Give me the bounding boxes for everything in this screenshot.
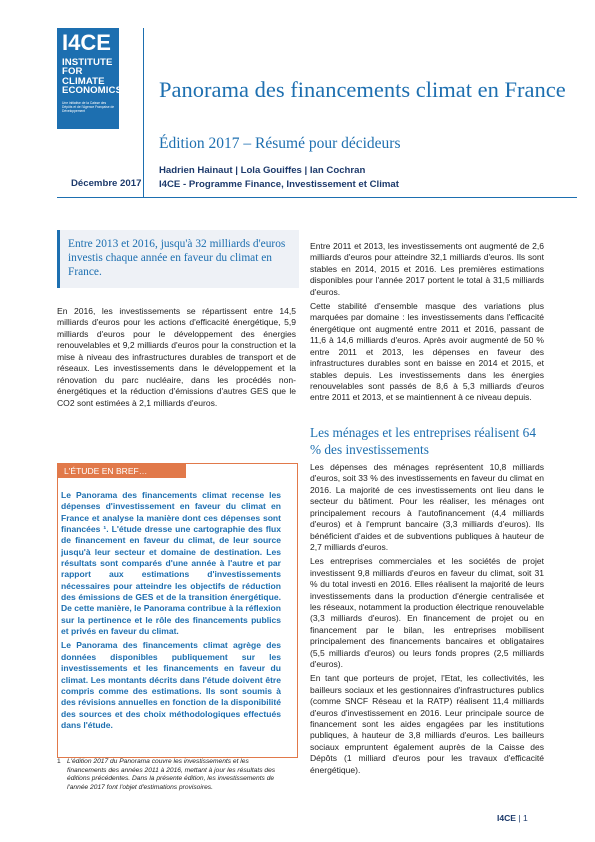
key-figure-callout xyxy=(57,230,299,288)
organization: I4CE - Programme Finance, Investissement et Climat xyxy=(159,179,399,190)
paragraph: Les dépenses des ménages représentent 10,8 milliards d'euros, soit 33 % des investissements en faveur du climat en 2016. La majorité de ces investissements ont lieu dans le secteur du bâtiment. Pour les réaliser, les ménages ont principalement recours à l'autofinancement (4,4 milliards d'euros) et à l'emprunt bancaire (3,3 milliards d'euros). Ils bénéficient d'aides et de subventions publiques à hauteur de 2,7 milliards d'euros. xyxy=(310,462,544,553)
page-footer xyxy=(497,813,528,823)
intro-column xyxy=(57,306,296,409)
footer-brand: I4CE xyxy=(497,813,517,823)
i4ce-logo xyxy=(57,28,123,129)
study-summary-box xyxy=(57,463,298,758)
section-heading: Les ménages et les entreprises réalisent 64 % des investissements xyxy=(310,425,536,458)
paragraph: Cette stabilité d'ensemble masque des variations plus marquées par domaine : les investissements dans l'efficacité énergétique ont augmenté entre 2011 et 2016, passant de 11,6 à 14,6 milliards d'euros. Après avoir augmenté de 50 % entre 2011 et 2013, les dépenses en faveur des infrastructures durables sont en baisse en 2014 et 2015, et stables depuis. Les investissements dans les énergies renouvelables sont passés de 8,6 à 5,3 milliards d'euros entre 2011 et 2013, et se maintiennent à ce niveau depuis. xyxy=(310,300,544,403)
page-number: 1 xyxy=(523,813,528,823)
footnote-number: 1 xyxy=(57,758,61,765)
authors: Hadrien Hainaut | Lola Gouiffes | Ian Cochran xyxy=(159,165,366,176)
logo-word: ECONOMICS xyxy=(62,85,123,97)
paragraph: En tant que porteurs de projet, l'Etat, les collectivités, les bailleurs sociaux et les gestionnaires d'infrastructures publics (comme SNCF Réseau et la RATP) réalisent 11,4 milliards d'euros d'investissement en 2016. Leur principale source de financement sont les aides engagées par les institutions publiques, à hauteur de 3,8 milliards d'euros. Les bailleurs sociaux empruntent également auprès de la Caisse des Dépôts (1 milliard d'euros pour les travaux d'efficacité énergétique). xyxy=(310,673,544,775)
logo-tagline: Une initiative de la Caisse des Dépôts et de l'Agence Française de Développement xyxy=(62,101,115,114)
paragraph: En 2016, les investissements se répartissent entre 14,5 milliards d'euros pour les actions d'efficacité énergétique, 5,9 milliards d'euros pour le développement des énergies renouvelables et 9,2 milliards d'euros pour la construction et la mise à niveau des infrastructures durables de transport et de réseaux. Les investissements dans le développement et la rénovation du parc nucléaire, dans les procédés non-énergétiques et la réduction d'émissions d'autres GES que le CO2 sont estimées à 2,1 milliards d'euros. xyxy=(57,306,296,408)
logo-word: INSTITUTE FOR xyxy=(62,57,113,78)
logo-word: CLIMATE xyxy=(62,75,105,87)
logo-mark: I4CE xyxy=(62,30,111,55)
callout-text: Entre 2013 et 2016, jusqu'à 32 milliards d'euros investis chaque année en faveur du climat en France. xyxy=(68,238,286,279)
authors-block xyxy=(159,164,399,192)
trend-column xyxy=(310,241,544,404)
paragraph: Les entreprises commerciales et les sociétés de projet investissent 9,8 milliards d'euros en faveur du climat, soit 31 % du total investi en 2016. Elles réalisent la majorité de leurs investissements dans la production d'énergie centralisée et les réseaux, notamment la production électrique renouvelable (3,3 milliards d'euros). En financement de projet ou en financement par le bilan, les entreprises mobilisent principalement des financements bancaires et obligataires (5,5 milliards d'euros) ou leurs fonds propres (2,5 milliards d'euros). xyxy=(310,556,544,670)
box-body xyxy=(61,490,281,731)
footer-separator: | xyxy=(518,813,523,823)
paragraph: Entre 2011 et 2013, les investissements ont augmenté de 2,6 milliards d'euros pour atteindre 32,1 milliards d'euros. Ils sont stables en 2014, 2015 et 2016. Les premières estimations disponibles pour l'année 2017 portent le total à 31,5 milliards d'euros. xyxy=(310,241,544,297)
box-heading: L'ÉTUDE EN BREF… xyxy=(58,464,186,478)
publication-date: Décembre 2017 xyxy=(71,178,142,189)
logo-words xyxy=(62,58,122,96)
document-subtitle: Édition 2017 – Résumé pour décideurs xyxy=(159,135,401,152)
box-paragraph: Le Panorama des financements climat agrège des données disponibles publiquement sur les investissements et les financements en faveur du climat. Les montants décrits dans l'étude doivent être compris comme des estimations. Ils sont soumis à des révisions annuelles en fonction de la disponibilité des sources et des choix méthodologiques effectués dans l'étude. xyxy=(61,640,281,730)
footnote-text: L'édition 2017 du Panorama couvre les investissements et les financements des années 2011 à 2016, mettant à jour les résultats des éditions précédentes. Dans la présente édition, les investissements de l'année 2017 font l'objet d'estimations provisoires. xyxy=(67,758,276,791)
box-paragraph: Le Panorama des financements climat recense les dépenses d'investissement en faveur du climat en France et analyse la manière dont ces dépenses sont financées ¹. L'étude dresse une cartographie des flux de financement en faveur du climat, de leur source jusqu'à leur secteur et domaine de destination. Les résultats sont comparés d'une année à l'autre et par rapport aux estimations d'investissements nécessaires pour atteindre les objectifs de réduction des émissions de GES et de la transition énergétique. De cette manière, le Panorama contribue à la réflexion sur la pertinence et le rôle des financements publics et privés en faveur du climat. xyxy=(61,490,281,637)
header-vertical-rule xyxy=(143,28,144,198)
actors-column xyxy=(310,462,544,776)
document-title: Panorama des financements climat en France xyxy=(159,77,566,102)
header-rule xyxy=(57,197,577,198)
